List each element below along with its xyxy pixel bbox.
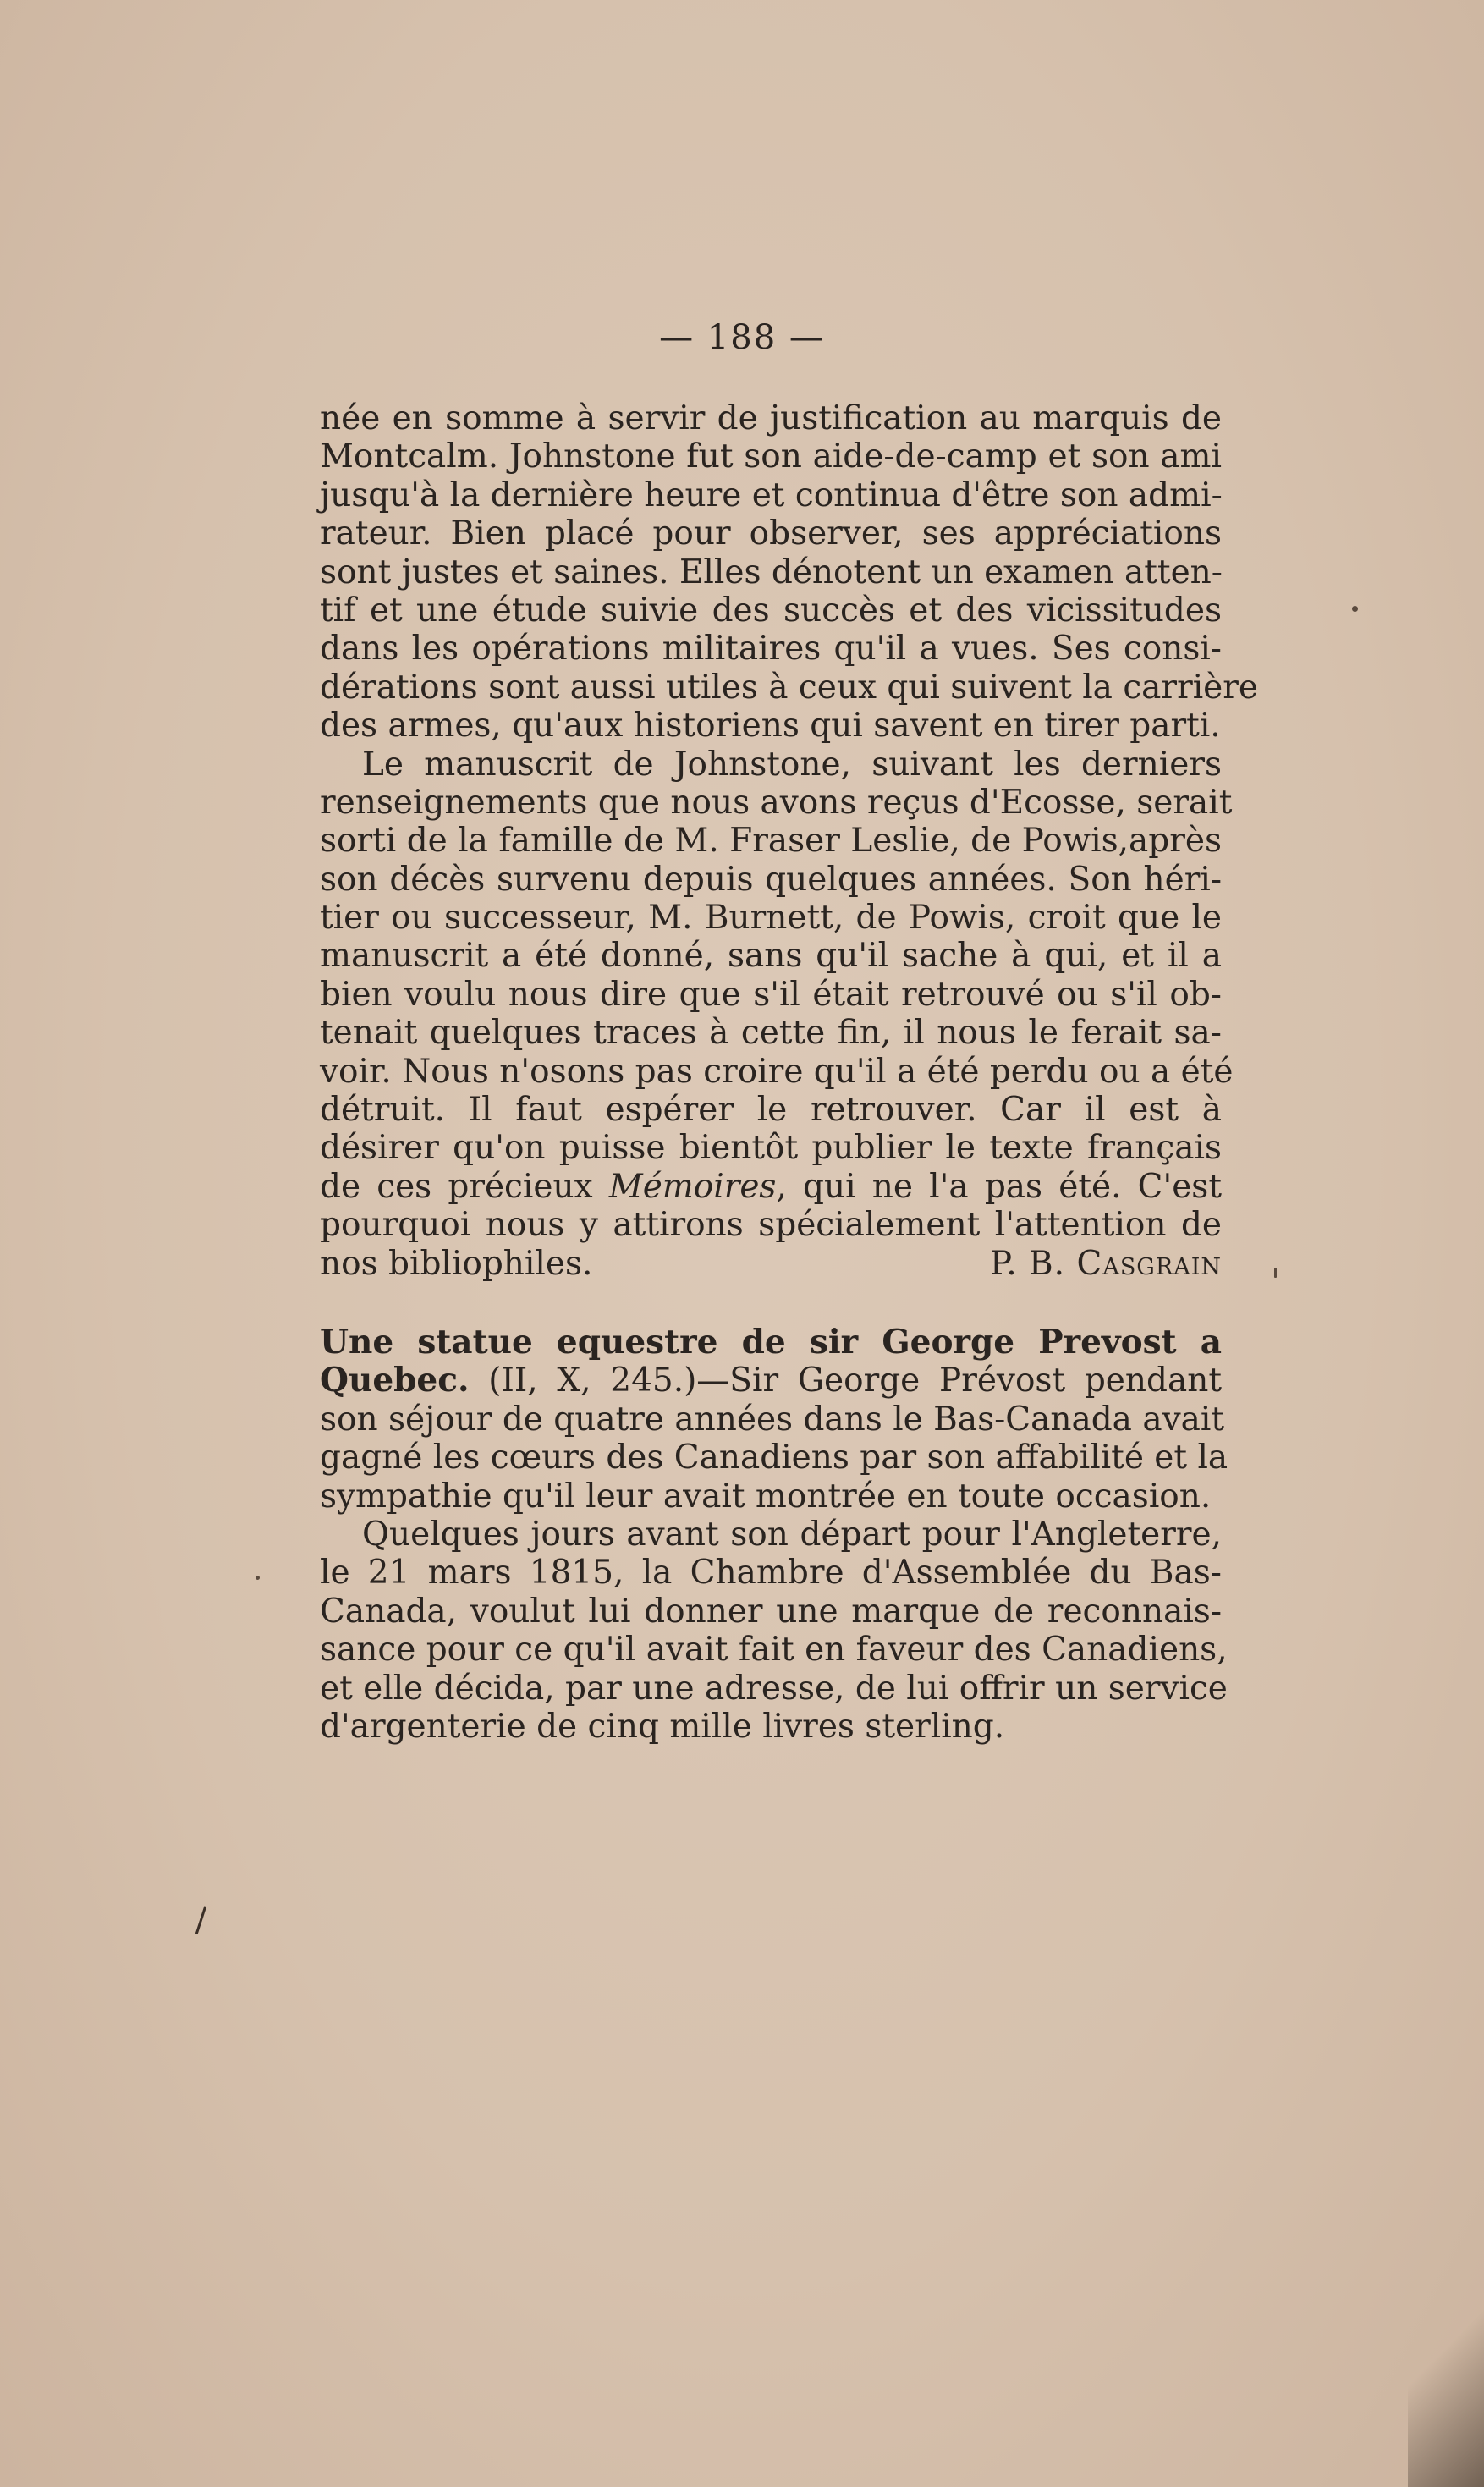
text-line: sance pour ce qu'il avait fait en faveur des Canadiens, (320, 1631, 1228, 1670)
paper-speck (1274, 1268, 1277, 1278)
paper-speck (256, 1576, 260, 1580)
text-line: désirer qu'on puisse bientôt publier le texte français (320, 1129, 1222, 1168)
text-line-memoires (320, 1168, 1222, 1206)
text-line: dans les opérations militaires qu'il a vues. Ses consi- (320, 630, 1222, 669)
memoires-italic: Mémoires (608, 1167, 777, 1206)
text-line: tif et une étude suivie des succès et des vicissitudes (320, 591, 1222, 630)
text-line: son décès survenu depuis quelques années. Son héri- (320, 860, 1222, 899)
text-line: Montcalm. Johnstone fut son aide-de-camp et son ami (320, 437, 1222, 476)
text-fragment: de ces précieux (320, 1167, 609, 1206)
text-line: tenait quelques traces à cette fin, il nous le ferait sa- (320, 1014, 1222, 1053)
text-line: des armes, qu'aux historiens qui savent en tirer parti. (320, 707, 1221, 746)
text-line: jusqu'à la dernière heure et continua d'être son admi- (320, 476, 1223, 514)
text-line: sympathie qu'il leur avait montrée en toute occasion. (320, 1477, 1212, 1516)
text-fragment: nos bibliophiles. (320, 1244, 593, 1283)
paragraph-depart (320, 1515, 1228, 1746)
text-line: le 21 mars 1815, la Chambre d'Assemblée du Bas- (320, 1554, 1222, 1593)
text-line: gagné les cœurs des Canadiens par son affabilité et la (320, 1439, 1228, 1477)
paragraph-statue (320, 1323, 1228, 1516)
text-line: renseignements que nous avons reçus d'Ecosse, serait (320, 783, 1233, 822)
text-line-heading-ref (320, 1362, 1222, 1400)
paper-speck (1352, 606, 1358, 612)
text-line: voir. Nous n'osons pas croire qu'il a été perdu ou a été (320, 1052, 1234, 1091)
page-corner-shadow (1408, 2267, 1484, 2487)
text-line: pourquoi nous y attirons spécialement l'attention de (320, 1206, 1222, 1245)
text-fragment: (II, X, 245.)—Sir George Prévost pendant (469, 1362, 1222, 1400)
text-line: bien voulu nous dire que s'il était retrouvé ou s'il ob- (320, 975, 1222, 1014)
text-line: sorti de la famille de M. Fraser Leslie, de Powis,après (320, 822, 1222, 861)
text-line: tier ou successeur, M. Burnett, de Powis, croit que le (320, 899, 1222, 938)
text-line: d'argenterie de cinq mille livres sterling. (320, 1707, 1005, 1746)
article-heading: Une statue equestre de sir George Prevost a (320, 1323, 1222, 1362)
text-line: Quelques jours avant son départ pour l'Angleterre, (362, 1515, 1222, 1554)
text-line: rateur. Bien placé pour observer, ses appréciations (320, 514, 1222, 553)
author-signature: P. B. Casgrain (989, 1244, 1222, 1283)
paragraph-manuscript (320, 745, 1234, 1283)
text-line: dérations sont aussi utiles à ceux qui suivent la carrière (320, 668, 1258, 707)
text-line: Canada, voulut lui donner une marque de reconnais- (320, 1592, 1222, 1631)
paper-scratch (195, 1906, 206, 1934)
text-line: et elle décida, par une adresse, de lui offrir un service (320, 1669, 1228, 1708)
text-line: manuscrit a été donné, sans qu'il sache à qui, et il a (320, 937, 1222, 976)
section-johnstone-manuscript (320, 399, 1258, 1283)
paragraph-continuation (320, 399, 1258, 746)
signature-line (320, 1245, 1222, 1283)
page-number: — 188 — (659, 318, 825, 357)
article-heading-end: Quebec. (320, 1361, 470, 1400)
text-line: née en somme à servir de justification au marquis de (320, 399, 1222, 437)
text-line: Le manuscrit de Johnstone, suivant les derniers (362, 745, 1222, 784)
text-line: sont justes et saines. Elles dénotent un examen atten- (320, 553, 1223, 591)
text-fragment: , qui ne l'a pas été. C'est (776, 1167, 1222, 1206)
section-prevost-statue (320, 1323, 1228, 1746)
text-line: détruit. Il faut espérer le retrouver. Car il est à (320, 1091, 1222, 1130)
text-line: son séjour de quatre années dans le Bas-Canada avait (320, 1400, 1225, 1439)
